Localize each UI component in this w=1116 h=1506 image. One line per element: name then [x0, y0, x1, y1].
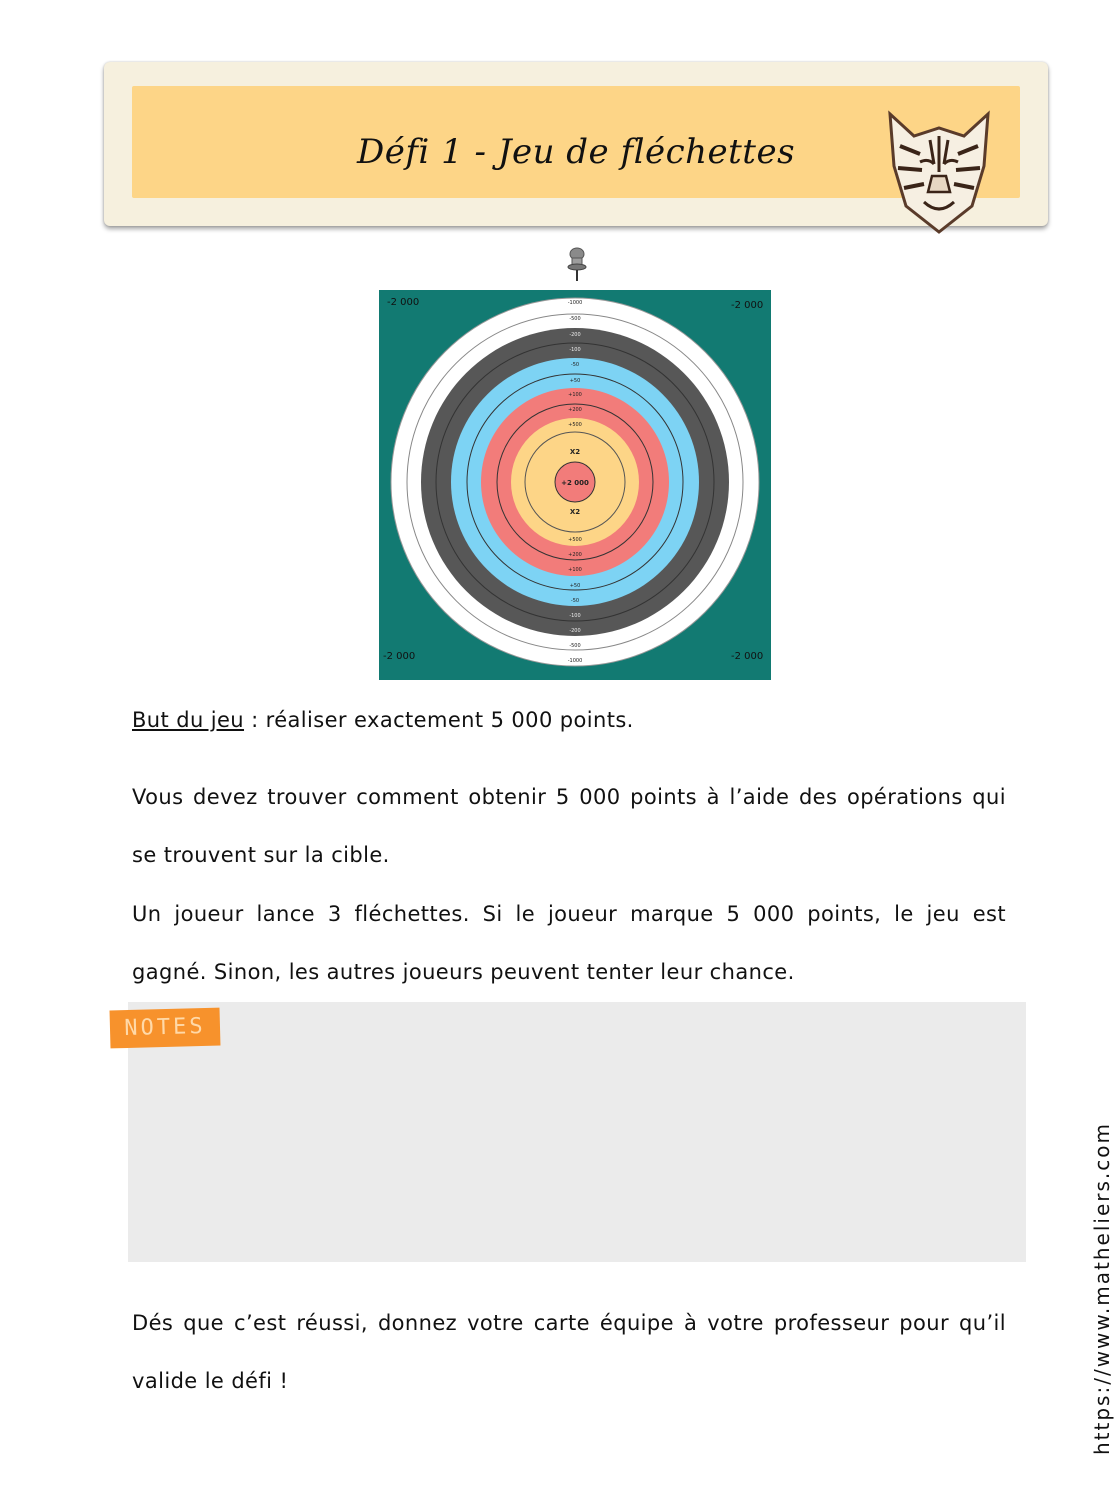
ring-label: -200 [569, 628, 581, 634]
ring-label: -100 [569, 347, 581, 353]
tiger-head-icon [880, 106, 998, 234]
notes-area[interactable] [128, 1002, 1026, 1262]
ring-label: -500 [569, 643, 581, 649]
ring-label: -100 [569, 613, 581, 619]
title-banner-inner [132, 86, 1020, 198]
rules-paragraph-1: Vous devez trouver comment obtenir 5 000 points à l’aide des opérations qui se trouvent sur la cible. [132, 785, 1006, 867]
corner-label: -2 000 [383, 651, 416, 662]
dartboard-target [379, 290, 771, 680]
title-banner [104, 62, 1048, 226]
website-link[interactable]: https://www.matheliers.com [1090, 1122, 1114, 1455]
corner-label: -2 000 [387, 297, 420, 308]
game-goal [132, 708, 1006, 732]
multiplier-label: X2 [569, 448, 581, 456]
ring-label: -1000 [567, 658, 583, 664]
ring-label: +50 [569, 378, 581, 384]
ring-label: +50 [569, 583, 581, 589]
multiplier-label: X2 [569, 508, 581, 516]
goal-label: But du jeu [132, 708, 245, 732]
pushpin-icon [566, 246, 588, 282]
ring-label: +200 [568, 552, 582, 558]
corner-label: -2 000 [731, 300, 764, 311]
ring-label: -500 [569, 316, 581, 322]
ring-label: -50 [570, 598, 580, 604]
rules-paragraph-2: Un joueur lance 3 fléchettes. Si le joueur marque 5 000 points, le jeu est gagné. Sinon, les autres joueurs peuvent tenter leur chance. [132, 902, 1006, 984]
ring-label: -200 [569, 332, 581, 338]
ring-label: +100 [568, 392, 582, 398]
ring-label: +500 [568, 422, 582, 428]
closing-instruction: Dés que c’est réussi, donnez votre carte équipe à votre professeur pour qu’il valide le défi ! [132, 1311, 1006, 1393]
center-label: +2 000 [561, 479, 589, 487]
ring-label: -1000 [567, 300, 583, 306]
page-title: Défi 1 - Jeu de fléchettes [356, 132, 796, 172]
notes-label: NOTES [110, 1008, 221, 1049]
ring-label: +200 [568, 407, 582, 413]
ring-label: +100 [568, 567, 582, 573]
corner-label: -2 000 [731, 651, 764, 662]
goal-text: : réaliser exactement 5 000 points. [244, 708, 634, 732]
ring-label: -50 [570, 362, 580, 368]
ring-label: +500 [568, 537, 582, 543]
